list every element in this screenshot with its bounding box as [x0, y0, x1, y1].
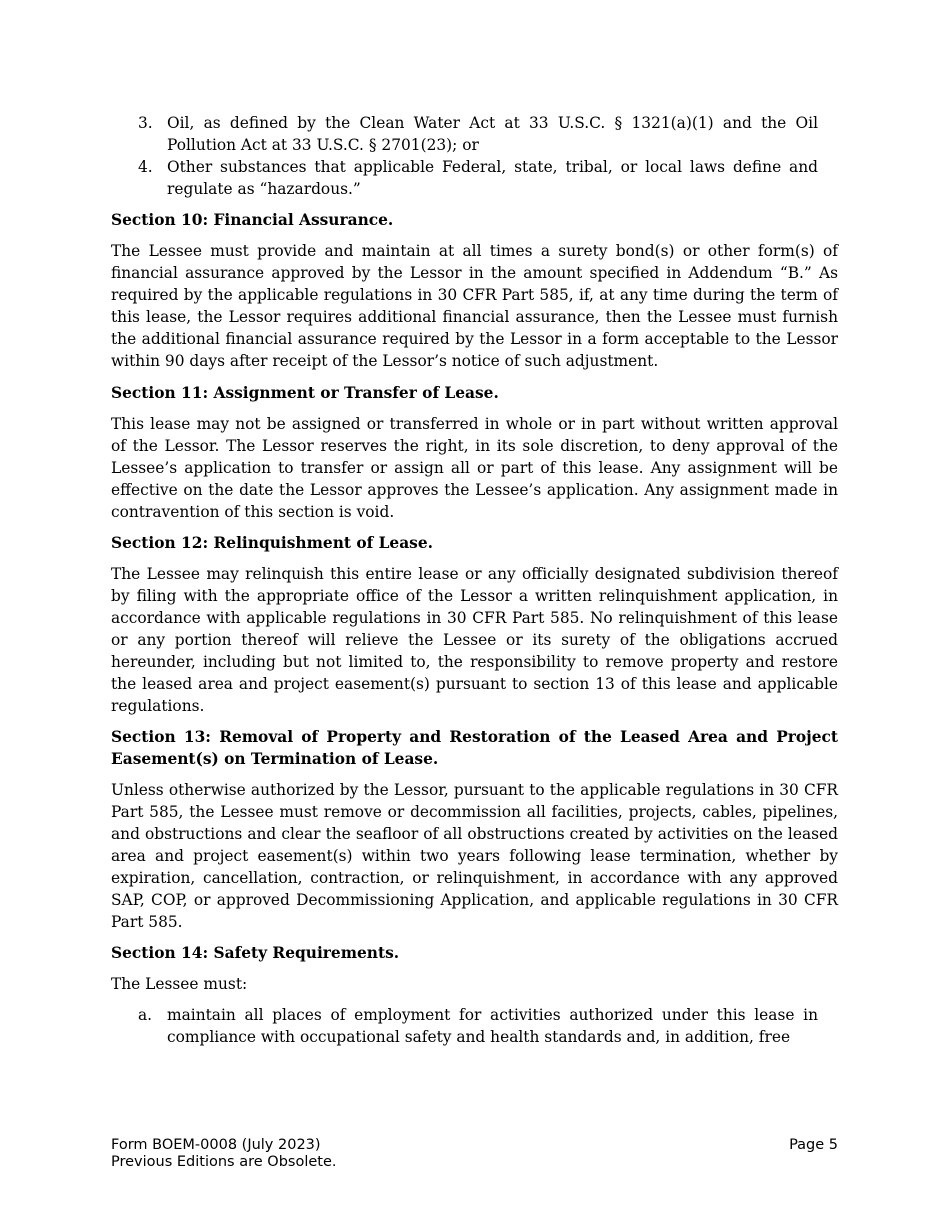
list-item-number: 3. [138, 114, 153, 132]
section-13 [111, 726, 838, 933]
list-item-text: Oil, as defined by the Clean Water Act at 33 U.S.C. § 1321(a)(1) and the Oil Pollution Act at 33 U.S.C. § 2701(23); or [167, 114, 818, 154]
section-11 [111, 382, 838, 523]
list-item-number: 4. [138, 158, 153, 176]
section-body: The Lessee may relinquish this entire lease or any officially designated subdivision thereof by filing with the appropriate office of the Lessor a written relinquishment application, in accordance with applicable regulations in 30 CFR Part 585. No relinquishment of this lease or any portion thereof will relieve the Lessee or its surety of the obligations accrued hereunder, including but not limited to, the responsibility to remove property and restore the leased area and project easement(s) pursuant to section 13 of this lease and applicable regulations. [111, 565, 838, 715]
hazardous-substances-list [111, 112, 838, 200]
section-body: Unless otherwise authorized by the Lessor, pursuant to the applicable regulations in 30 CFR Part 585, the Lessee must remove or decommission all facilities, projects, cables, pipelines, and obstructions and clear the seafloor of all obstructions created by activities on the leased area and project easement(s) within two years following lease termination, whether by expiration, cancellation, contraction, or relinquishment, in accordance with any approved SAP, COP, or approved Decommissioning Application, and applicable regulations in 30 CFR Part 585. [111, 781, 838, 931]
footer-form-info [111, 1137, 337, 1171]
obsolete-notice: Previous Editions are Obsolete. [111, 1154, 337, 1170]
section-heading: Section 12: Relinquishment of Lease. [111, 534, 434, 552]
section-body: The Lessee must: [111, 975, 248, 993]
safety-requirements-list [111, 1004, 838, 1048]
list-item-letter: a. [138, 1006, 153, 1024]
section-14 [111, 942, 838, 1048]
section-heading: Section 14: Safety Requirements. [111, 944, 400, 962]
list-item [111, 112, 838, 156]
section-heading: Section 11: Assignment or Transfer of Lease. [111, 384, 499, 402]
list-item [111, 1004, 838, 1048]
section-body: The Lessee must provide and maintain at all times a surety bond(s) or other form(s) of financial assurance approved by the Lessor in the amount specified in Addendum “B.” As required by the applicable regulations in 30 CFR Part 585, if, at any time during the term of this lease, the Lessor requires additional financial assurance, then the Lessee must furnish the additional financial assurance required by the Lessor in a form acceptable to the Lessor within 90 days after receipt of the Lessor’s notice of such adjustment. [111, 242, 838, 370]
page-content [111, 112, 838, 1048]
section-heading: Section 13: Removal of Property and Restoration of the Leased Area and Project Easement(s) on Termination of Lease. [111, 728, 838, 768]
form-number: Form BOEM-0008 (July 2023) [111, 1137, 321, 1153]
page-number: Page 5 [789, 1137, 838, 1153]
list-item-text: maintain all places of employment for activities authorized under this lease in compliance with occupational safety and health standards and, in addition, free [167, 1006, 818, 1046]
list-item [111, 156, 838, 200]
section-10 [111, 209, 838, 372]
section-12 [111, 532, 838, 717]
list-item-text: Other substances that applicable Federal, state, tribal, or local laws define and regulate as “hazardous.” [167, 158, 818, 198]
section-heading: Section 10: Financial Assurance. [111, 211, 394, 229]
section-body: This lease may not be assigned or transferred in whole or in part without written approval of the Lessor. The Lessor reserves the right, in its sole discretion, to deny approval of the Lessee’s application to transfer or assign all or part of this lease. Any assignment will be effective on the date the Lessor approves the Lessee’s application. Any assignment made in contravention of this section is void. [111, 415, 838, 521]
